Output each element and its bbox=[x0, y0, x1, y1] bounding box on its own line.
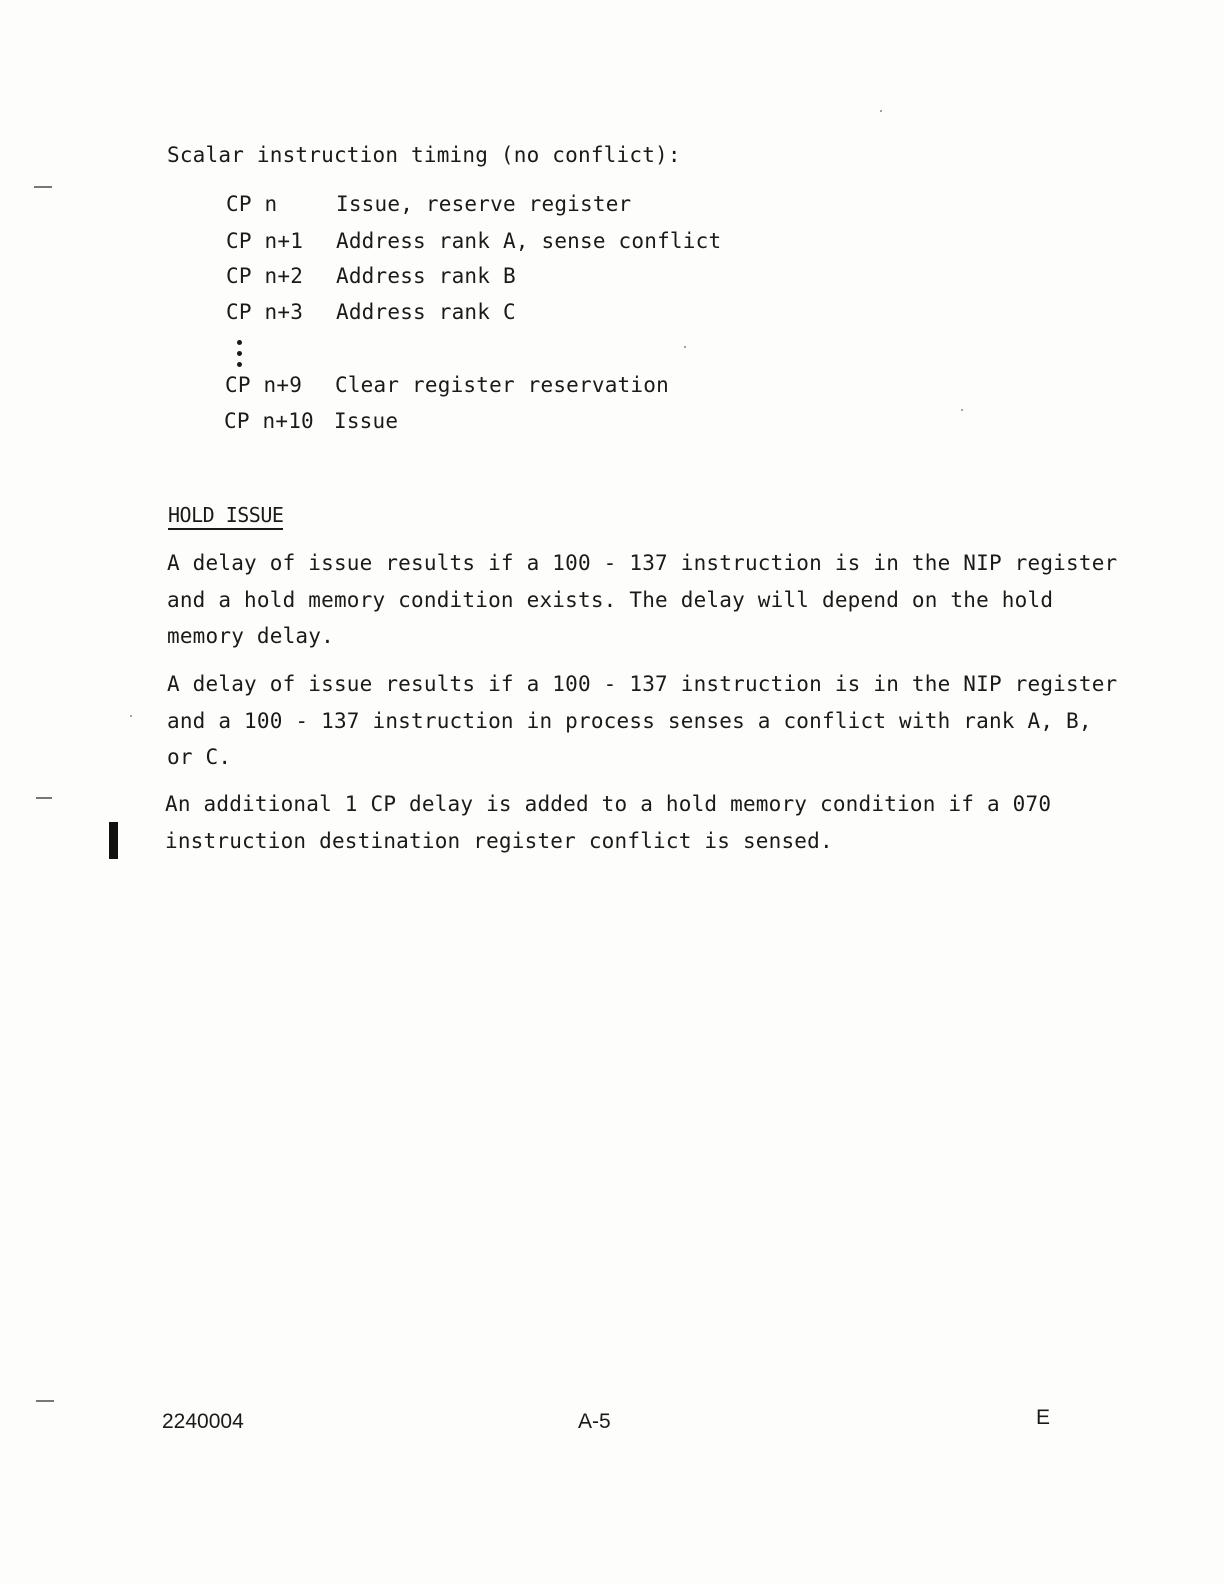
paragraph bbox=[167, 666, 1118, 776]
timing-desc: Issue bbox=[334, 409, 399, 433]
vertical-ellipsis bbox=[237, 340, 245, 373]
scan-mark bbox=[36, 1400, 54, 1402]
scan-speck bbox=[684, 346, 686, 348]
timing-desc: Address rank C bbox=[336, 300, 516, 324]
paragraph-line: and a 100 - 137 instruction in process senses a conflict with rank A, B, bbox=[167, 708, 1092, 733]
timing-desc: Address rank A, sense conflict bbox=[336, 229, 722, 253]
paragraph-line: An additional 1 CP delay is added to a hold memory condition if a 070 bbox=[165, 792, 1052, 816]
paragraph-line: A delay of issue results if a 100 - 137 instruction is in the NIP register bbox=[167, 672, 1118, 696]
change-bar bbox=[109, 822, 118, 859]
timing-desc: Clear register reservation bbox=[335, 373, 669, 397]
timing-intro: Scalar instruction timing (no conflict): bbox=[167, 143, 681, 167]
timing-cp: CP n+3 bbox=[226, 300, 304, 324]
footer-page-number: A-5 bbox=[578, 1410, 611, 1433]
scan-speck bbox=[130, 715, 132, 717]
paragraph bbox=[165, 786, 1065, 859]
footer-revision: E bbox=[1036, 1406, 1051, 1429]
section-heading: HOLD ISSUE bbox=[168, 503, 283, 530]
timing-cp: CP n+2 bbox=[226, 264, 304, 288]
paragraph bbox=[167, 545, 1118, 655]
scan-speck bbox=[961, 409, 963, 411]
timing-cp: CP n+10 bbox=[224, 409, 314, 433]
paragraph-line: and a hold memory condition exists. The delay will depend on the hold bbox=[167, 587, 1054, 612]
timing-cp: CP n bbox=[226, 192, 278, 216]
paragraph-line: instruction destination register conflict is sensed. bbox=[165, 828, 833, 853]
timing-cp: CP n+1 bbox=[226, 229, 304, 253]
scan-mark bbox=[36, 797, 52, 799]
timing-desc: Issue, reserve register bbox=[336, 192, 632, 216]
scan-mark bbox=[34, 186, 52, 188]
footer-doc-number: 2240004 bbox=[162, 1410, 244, 1433]
scan-speck bbox=[880, 110, 882, 112]
timing-cp: CP n+9 bbox=[225, 373, 303, 397]
paragraph-line: memory delay. bbox=[167, 624, 334, 648]
paragraph-line: A delay of issue results if a 100 - 137 instruction is in the NIP register bbox=[167, 551, 1118, 575]
paragraph-line: or C. bbox=[167, 745, 232, 769]
timing-desc: Address rank B bbox=[336, 264, 516, 288]
